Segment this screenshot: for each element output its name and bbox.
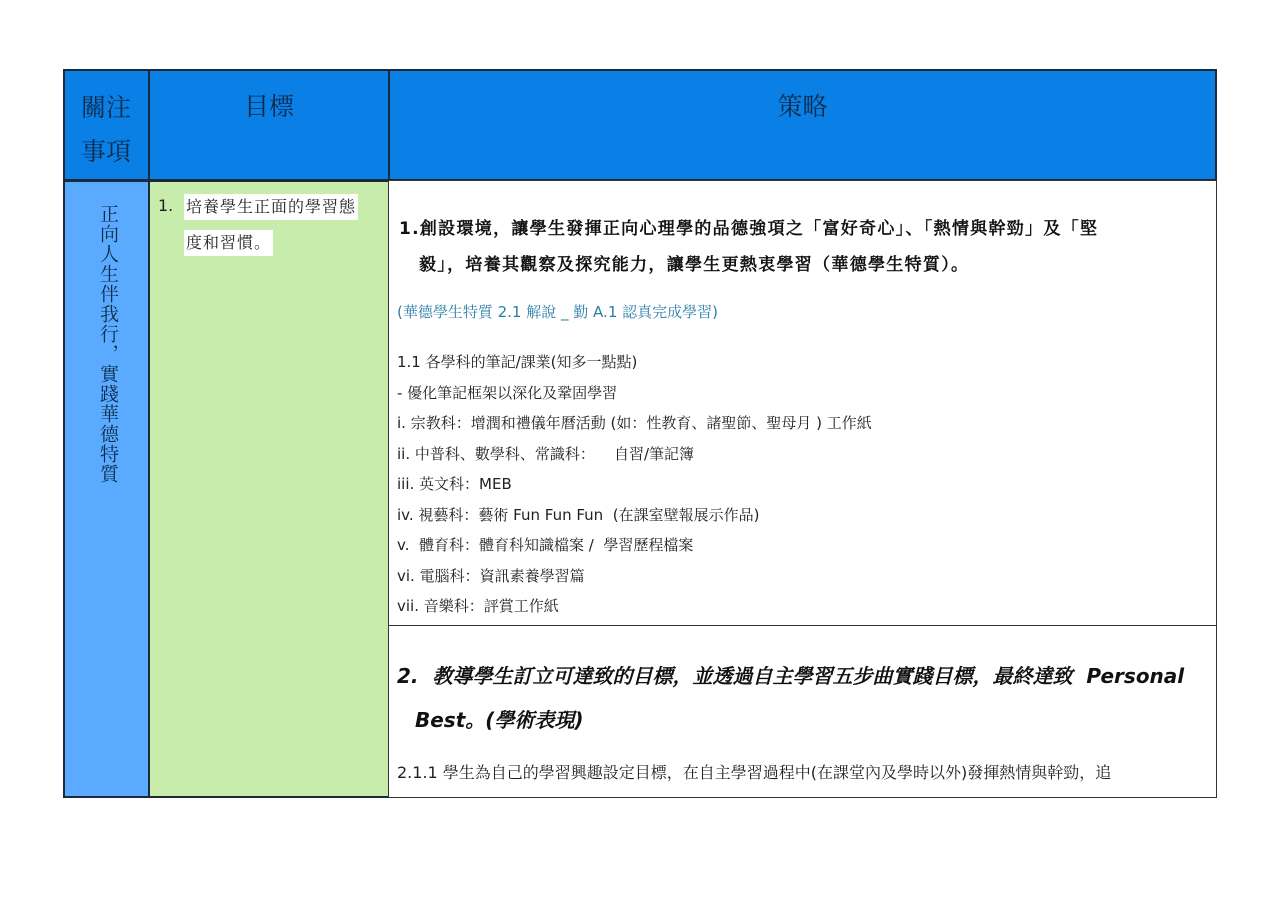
list-item: ii. 中普科、數學科、常識科： 自習/筆記簿 xyxy=(397,444,694,463)
strategy1-reference: (華德學生特質 2.1 解說 _ 勤 A.1 認真完成學習) xyxy=(397,303,718,321)
strategy1-item-list xyxy=(397,347,872,622)
header-strategy-label: 策略 xyxy=(777,92,828,121)
header-goal-cell xyxy=(148,69,390,181)
goal-number: 1. xyxy=(158,196,174,215)
goal-column xyxy=(148,180,390,798)
list-item: vii. 音樂科：評賞工作紙 xyxy=(397,597,559,615)
strategy1-title-line2: 毅」，培養其觀察及探究能力，讓學生更熱衷學習（華德學生特質）。 xyxy=(419,255,970,275)
list-item: 1.1 各學科的筆記/課業(知多一點點) xyxy=(397,353,638,371)
list-item: - 優化筆記框架以深化及鞏固學習 xyxy=(397,383,618,402)
focus-text: 正向人生伴我行，實踐華德特質 xyxy=(97,204,119,484)
strategy2-paragraph: 2.1.1 學生為自己的學習興趣設定目標，在自主學習過程中(在課堂內及學時以外)發揮熱情與幹勁，追 xyxy=(397,763,1112,782)
strategy-cell-1 xyxy=(388,180,1217,626)
strategy2-title-line1: 2. 教導學生訂立可達致的目標，並透過自主學習五步曲實踐目標，最終達致 Personal xyxy=(397,664,1185,688)
focus-column xyxy=(63,180,150,798)
list-item: v. 體育科：體育科知識檔案 / 學習歷程檔案 xyxy=(397,536,694,554)
list-item: iii. 英文科：MEB xyxy=(397,475,512,493)
header-focus-label: 關注事項 xyxy=(81,93,132,166)
list-item: iv. 視藝科：藝術 Fun Fun Fun (在課室壁報展示作品) xyxy=(397,505,760,524)
header-goal-label: 目標 xyxy=(243,92,294,121)
strategy2-title-line2: Best。(學術表現) xyxy=(415,708,584,732)
strategy2-title xyxy=(397,654,1209,742)
strategy1-title xyxy=(399,211,1209,283)
strategy1-title-line1: 1.創設環境，讓學生發揮正向心理學的品德強項之「富好奇心」、「熱情與幹勁」及「堅 xyxy=(399,219,1099,239)
goal-text-line2: 度和習慣。 xyxy=(184,230,273,256)
strategy-cell-2 xyxy=(388,625,1217,798)
list-item: vi. 電腦科：資訊素養學習篇 xyxy=(397,566,585,585)
goal-text-line1: 培養學生正面的學習態 xyxy=(184,194,358,220)
list-item: i. 宗教科：增潤和禮儀年曆活動 (如：性教育、諸聖節、聖母月 ) 工作紙 xyxy=(397,414,872,432)
header-strategy-cell xyxy=(388,69,1217,181)
header-focus-cell xyxy=(63,69,150,181)
